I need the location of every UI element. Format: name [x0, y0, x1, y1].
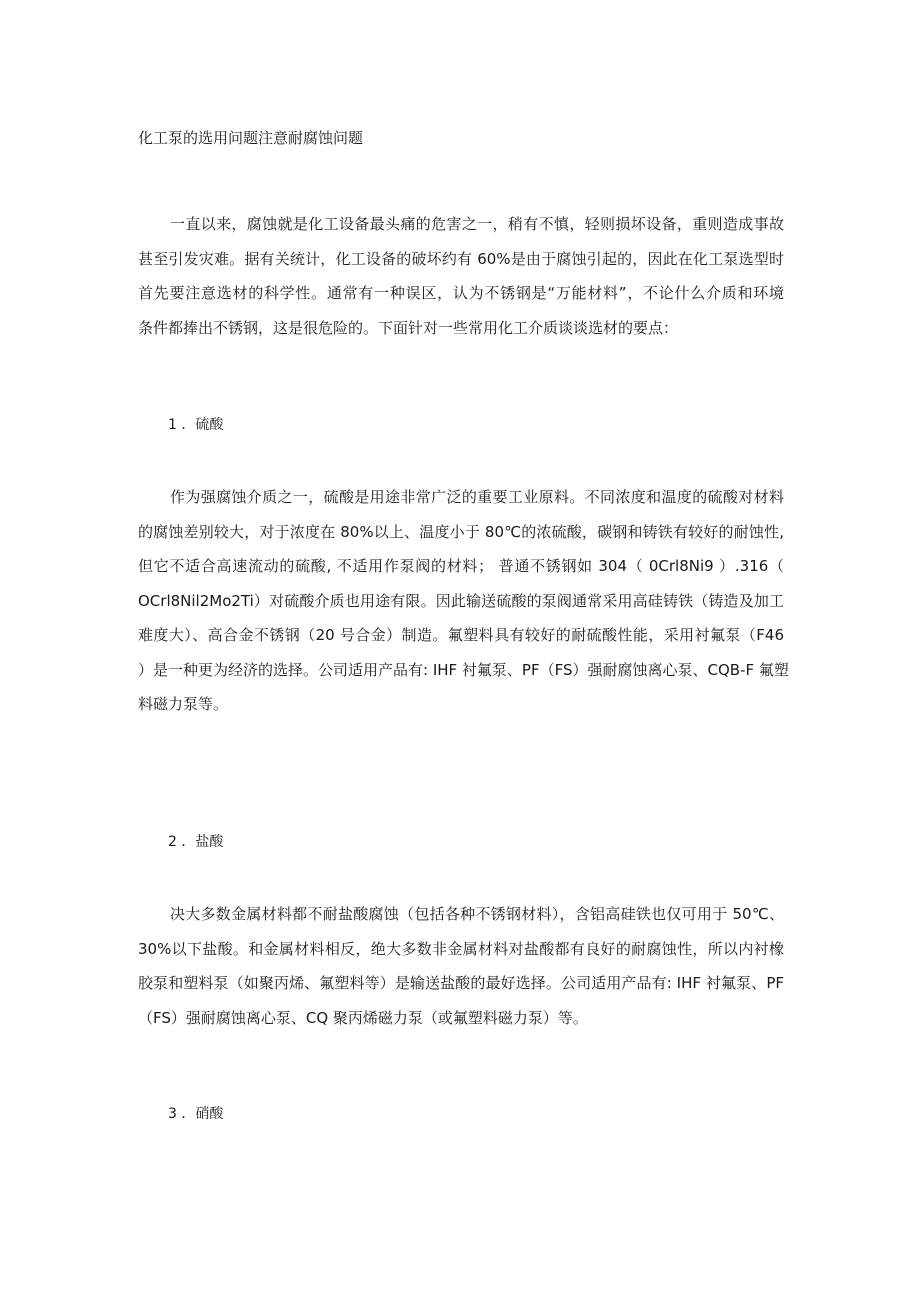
paragraph-line: 条件都捧出不锈钢，这是很危险的。下面针对一些常用化工介质谈谈选材的要点：	[138, 318, 679, 337]
paragraph-line: 30%以下盐酸。和金属材料相反，绝大多数非金属材料对盐酸都有良好的耐腐蚀性，所以内衬橡	[138, 939, 784, 958]
paragraph-line: 决大多数金属材料都不耐盐酸腐蚀（包括各种不锈钢材料），含铝高硅铁也仅可用于 50℃、	[170, 905, 784, 923]
paragraph-line: ）是一种更为经济的选择。公司适用产品有: IHF 衬氟泵、PF（FS）强耐腐蚀离心泵、CQB-F 氟塑	[138, 660, 789, 679]
paragraph-line: 首先要注意选材的科学性。通常有一种误区，认为不锈钢是“万能材料”，不论什么介质和环境	[138, 284, 784, 302]
paragraph-line: 一直以来，腐蚀就是化工设备最头痛的危害之一，稍有不慎，轻则损坏设备，重则造成事故	[170, 215, 784, 233]
section-heading-hydrochloric-acid: 2 ．盐酸	[168, 834, 224, 850]
document-title: 化工泵的选用问题注意耐腐蚀问题	[138, 129, 364, 147]
paragraph-line: 胶泵和塑料泵（如聚丙烯、氟塑料等）是输送盐酸的最好选择。公司适用产品有: IHF 衬氟泵、PF	[138, 974, 784, 992]
section-heading-nitric-acid: 3 ．硝酸	[168, 1106, 224, 1122]
paragraph-line: 难度大）、高合金不锈钢（20 号合金）制造。氟塑料具有较好的耐硫酸性能，采用衬氟泵（F46	[138, 626, 784, 644]
hydrochloric-acid-paragraph	[138, 904, 784, 1042]
section-heading-sulfuric-acid: 1 ．硫酸	[168, 417, 224, 433]
paragraph-line: 料磁力泵等。	[138, 695, 229, 713]
sulfuric-acid-paragraph	[138, 487, 789, 729]
paragraph-line: 作为强腐蚀介质之一，硫酸是用途非常广泛的重要工业原料。不同浓度和温度的硫酸对材料	[170, 488, 784, 506]
paragraph-line: OCrl8Nil2Mo2Ti）对硫酸介质也用途有限。因此输送硫酸的泵阀通常采用高硅铸铁（铸造及加工	[138, 591, 784, 610]
paragraph-line: （FS）强耐腐蚀离心泵、CQ 聚丙烯磁力泵（或氟塑料磁力泵）等。	[138, 1008, 588, 1027]
intro-paragraph	[138, 214, 784, 352]
paragraph-line: 但它不适合高速流动的硫酸, 不适用作泵阀的材料； 普通不锈钢如 304（ 0Crl8Ni9 ）.316（	[138, 557, 784, 575]
paragraph-line: 的腐蚀差别较大，对于浓度在 80%以上、温度小于 80℃的浓硫酸，碳钢和铸铁有较好的耐蚀性,	[138, 522, 784, 541]
paragraph-line: 甚至引发灾难。据有关统计，化工设备的破坏约有 60%是由于腐蚀引起的，因此在化工泵选型时	[138, 249, 784, 268]
